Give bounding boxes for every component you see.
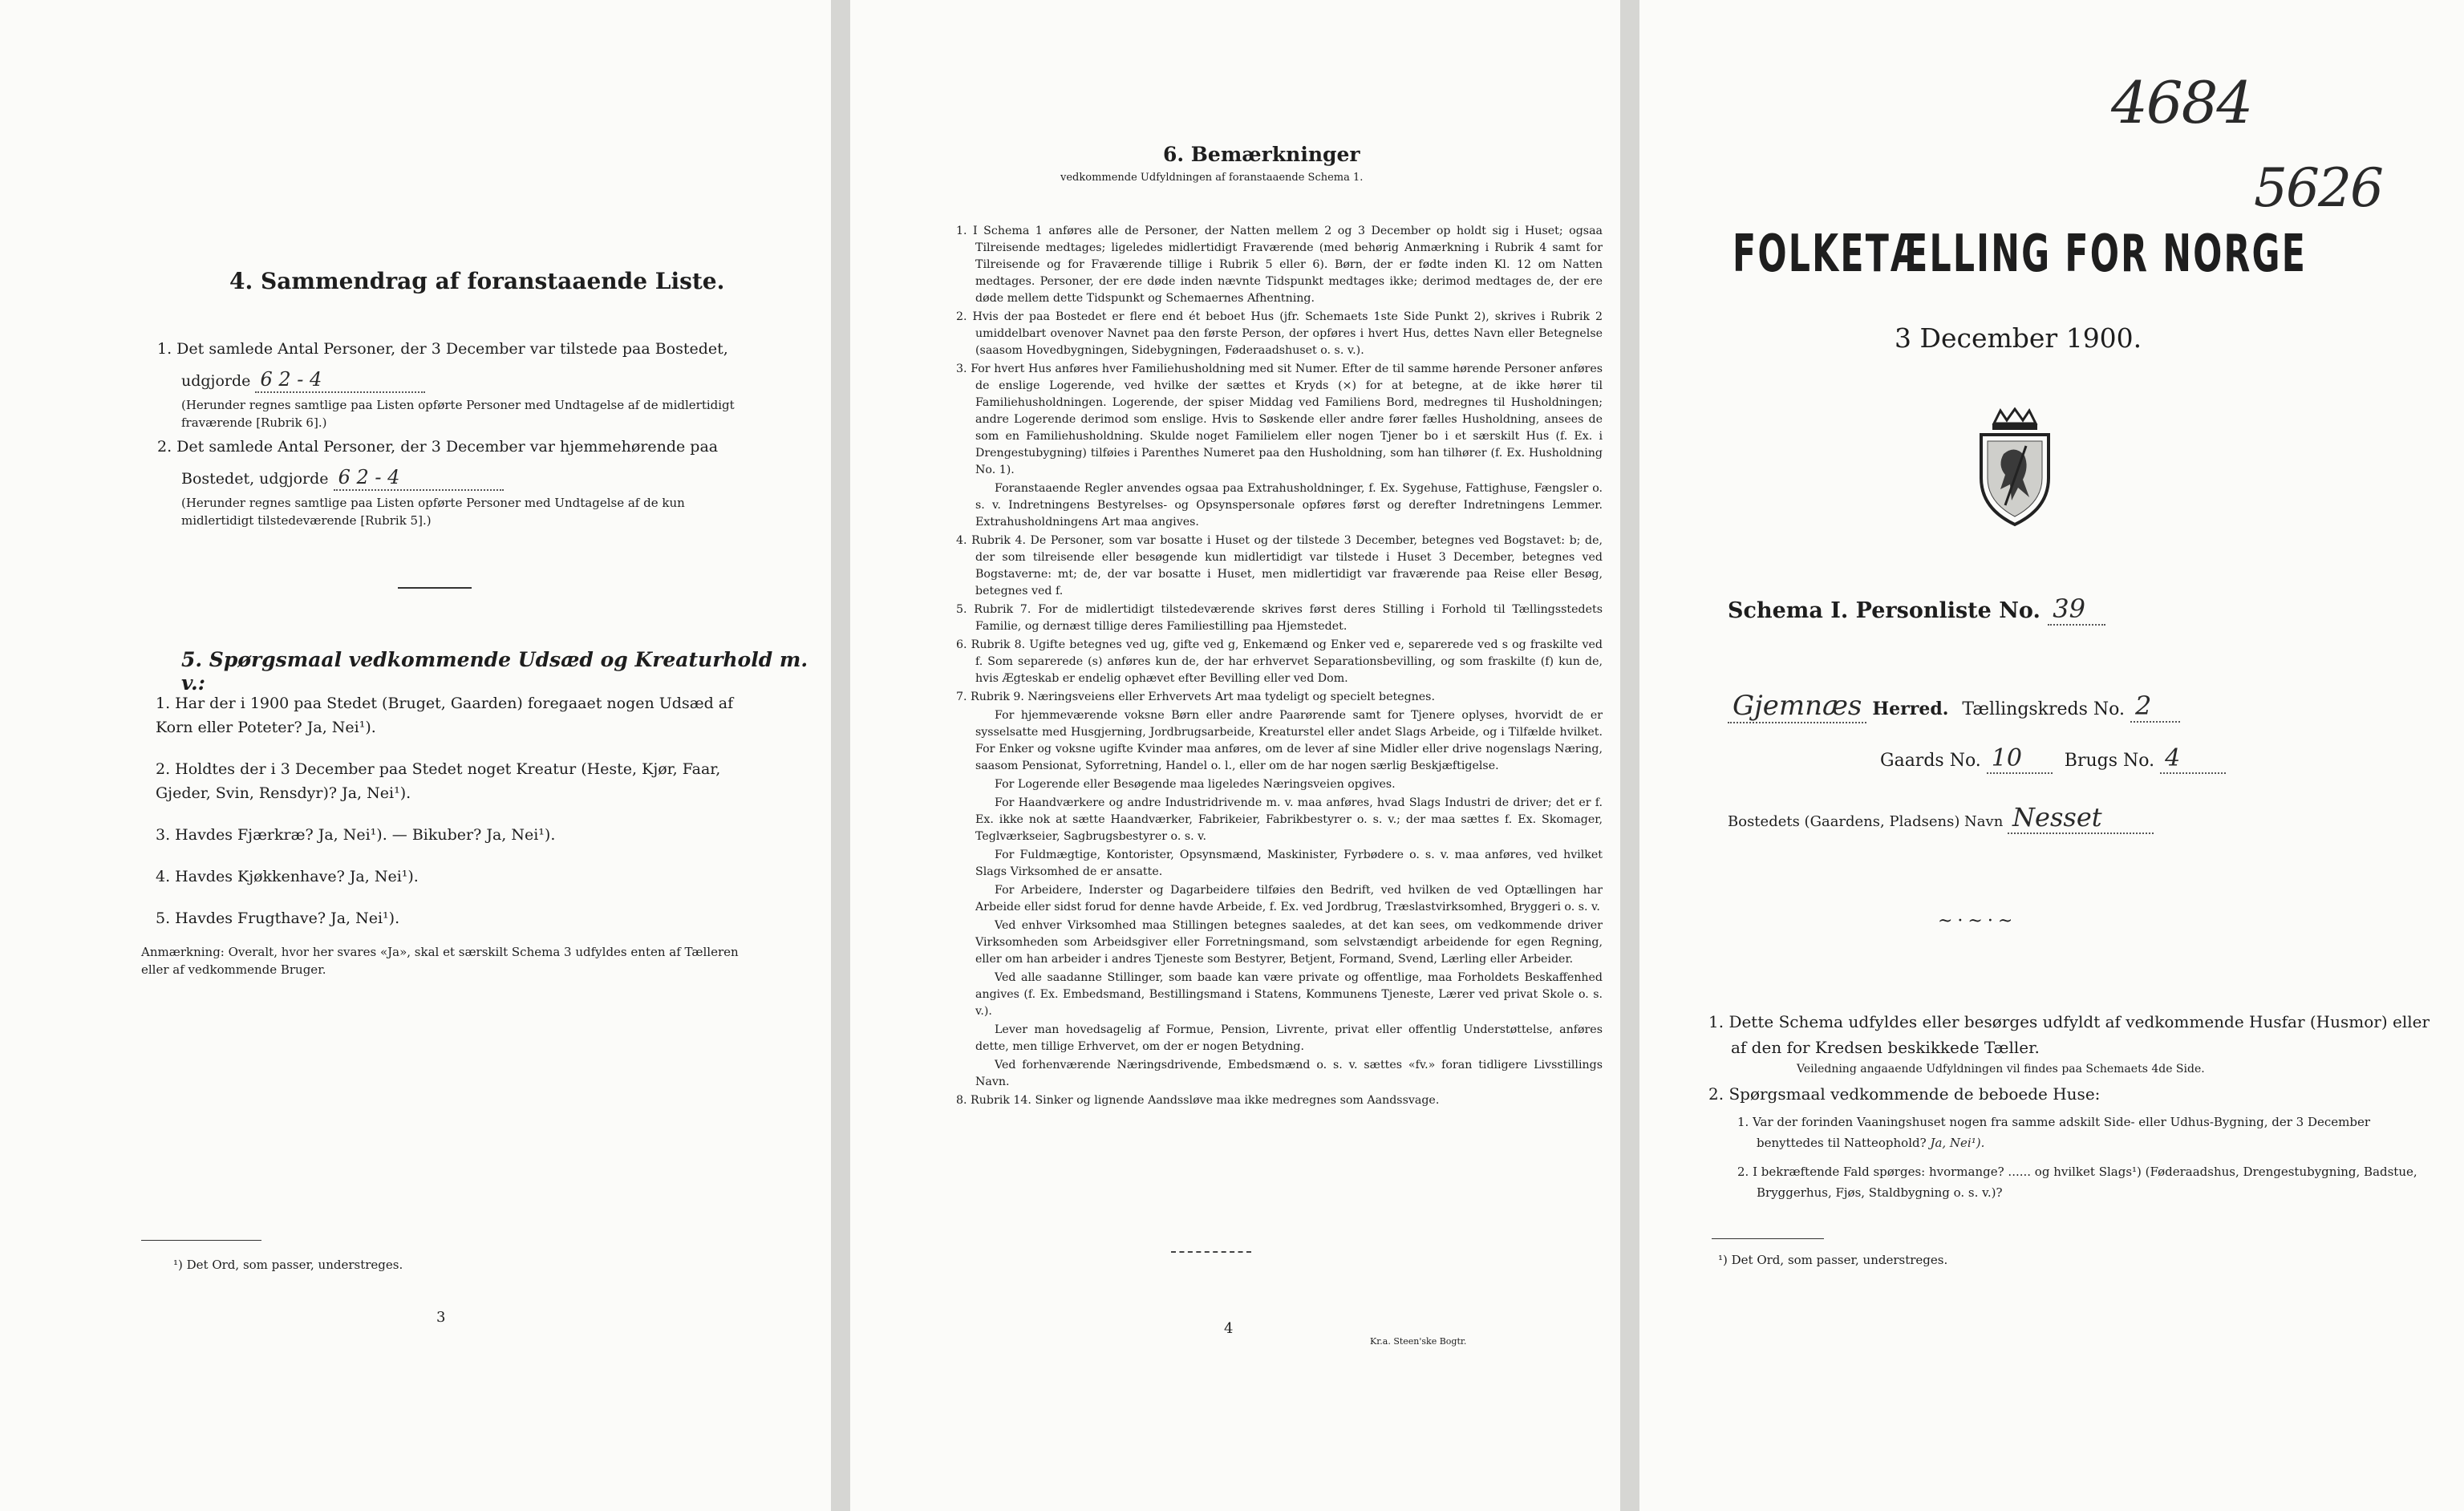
summary-item-2	[157, 435, 767, 529]
question-1-answer[interactable]: Ja, Nei¹).	[306, 719, 376, 736]
remark-paragraph: 4. Rubrik 4. De Personer, som var bosatte i Huset og der tilstede 3 December, betegnes ved Bogstavet: b; de, der som tilreisende eller besøgende kun midlertidigt var tilstede i Huset 3 December, betegnes ved Bogstaverne: mt; de, der var bosatte i Huset, men midlertidigt var fraværende paa Reise eller Besøg, betegnes ved f.	[956, 534, 1603, 598]
herred-value[interactable]: Gjemnæs	[1728, 690, 1866, 723]
remark-paragraph: 5. Rubrik 7. For de midlertidigt tilstedeværende skrives først deres Stilling i Forhold til Tællingsstedets Familie, og dernæst tillige deres Familiestilling paa Hjemstedet.	[956, 603, 1603, 633]
footnote: ¹) Det Ord, som passer, understreges.	[173, 1258, 403, 1272]
footnote-rule	[1712, 1238, 1824, 1239]
summary-item-1-value[interactable]: 6 2 - 4	[255, 367, 425, 393]
bleed-through-text	[770, 120, 780, 153]
section-4-title: 4. Sammendrag af foranstaaende Liste.	[229, 268, 725, 294]
herred-line	[1728, 690, 2180, 723]
page-3	[0, 0, 831, 1511]
instruction-2-q1-answer[interactable]: Ja, Nei¹).	[1930, 1136, 1985, 1150]
summary-item-2-label: Bostedet, udgjorde	[181, 470, 329, 488]
summary-item-1-label: udgjorde	[181, 372, 251, 390]
bosted-label: Bostedets (Gaardens, Pladsens) Navn	[1728, 813, 2004, 830]
instruction-1: 1. Dette Schema udfyldes eller besørges udfyldt af vedkommende Husfar (Husmor) eller af den for Kredsen beskikkede Tæller.	[1708, 1012, 2430, 1057]
annotation-note: Anmærkning: Overalt, hvor her svares «Ja», skal et særskilt Schema 3 udfyldes enten af Tælleren eller af vedkommende Bruger.	[141, 945, 739, 977]
krets-label: Tællingskreds No.	[1962, 699, 2126, 719]
archive-number-2: 5626	[2254, 157, 2382, 219]
binding-gutter	[831, 0, 850, 1511]
schema-label: Schema I. Personliste No.	[1728, 598, 2040, 623]
cover-page	[1639, 0, 2464, 1511]
remark-paragraph: For Logerende eller Besøgende maa ligeledes Næringsveien opgives.	[995, 778, 1396, 791]
remarks-body	[943, 223, 1603, 1111]
remark-paragraph: 8. Rubrik 14. Sinker og lignende Aandssløve maa ikke medregnes som Aandssvage.	[956, 1094, 1440, 1107]
instruction-1-sub: Veiledning angaaende Udfyldningen vil findes paa Schemaets 4de Side.	[1797, 1063, 2205, 1076]
remarks-subtitle: vedkommende Udfyldningen af foranstaaende Schema 1.	[1060, 172, 1364, 184]
summary-item-2-note: (Herunder regnes samtlige paa Listen opførte Personer med Undtagelse af de kun midlertidigt tilstedeværende [Rubrik 5].)	[181, 496, 685, 528]
remark-paragraph: 7. Rubrik 9. Næringsveiens eller Erhvervets Art maa tydeligt og specielt betegnes.	[956, 691, 1435, 703]
remark-paragraph: Ved alle saadanne Stillinger, som baade kan være private og offentlige, maa Forholdets Beskaffenhed angives (f. Ex. Embedsmand, Bestillingsmand i Statens, Kommunens Tjeneste, Lærer ved privat Skole o. s. v.).	[975, 971, 1603, 1018]
main-title: FOLKETÆLLING FOR NORGE	[1732, 225, 2308, 284]
divider	[398, 587, 472, 589]
personliste-number[interactable]: 39	[2048, 593, 2105, 626]
section-5-title: 5. Spørgsmaal vedkommende Udsæd og Kreaturhold m. v.:	[181, 648, 808, 695]
archive-number-1: 4684	[2111, 69, 2252, 136]
instructions	[1708, 1009, 2430, 1203]
remark-paragraph: 3. For hvert Hus anføres hver Familiehusholdning med sit Numer. Efter de til samme hørende Personer anføres de enslige Logerende, ved hvilke der sættes et Kryds (×) for at betegne, at de ikke hører til Familiehusholdningen. Logerende, der spiser Middag ved Familiens Bord, medregnes til Husholdningen; andre Logerende derimod som enslige. Hvis to Søskende eller andre fører fælles Husholdning, ansees de som en Familiehusholdning. Skulde noget Familielem eller nogen Tjener bo i et særskilt Hus (f. Ex. i Drengestubygning) tilføies i Parenthes Numeret paa den Husholdning, som han tilhører (f. Ex. Husholdning No. 1).	[956, 363, 1603, 476]
remark-paragraph: Ved forhenværende Næringsdrivende, Embedsmænd o. s. v. sættes «fv.» foran tidligere Livsstillings Navn.	[975, 1059, 1603, 1088]
summary-item-2-text: 2. Det samlede Antal Personer, der 3 December var hjemmehørende paa	[157, 438, 719, 456]
herred-label: Herred.	[1872, 699, 1949, 719]
printer-mark: Kr.a. Steen'ske Bogtr.	[1370, 1336, 1467, 1347]
remark-paragraph: For Haandværkere og andre Industridrivende m. v. maa anføres, hvad Slags Industri de driver; det er f. Ex. ikke nok at sætte Haandværker, Fabrikeier, Fabrikbestyrer o. s. v.; der maa sættes f. Ex. Skomager, Teglværkseier, Sagbrugsbestyrer o. s. v.	[975, 796, 1603, 843]
question-3: 3. Havdes Fjærkræ? Ja, Nei¹). — Bikuber? Ja, Nei¹).	[156, 826, 556, 844]
footnote-rule	[141, 1240, 261, 1241]
remarks-title: 6. Bemærkninger	[1163, 143, 1360, 166]
census-date: 3 December 1900.	[1895, 322, 2142, 354]
bosted-value[interactable]: Nesset	[2008, 802, 2154, 834]
remark-paragraph: 2. Hvis der paa Bostedet er flere end ét beboet Hus (jfr. Schemaets 1ste Side Punkt 2), skrives i Rubrik 2 umiddelbart ovenover Navnet paa den første Person, der opføres i hvert Hus, dettes Navn eller Betegnelse (saasom Hovedbygningen, Sidebygningen, Føderaadshuset o. s. v.).	[956, 310, 1603, 357]
bosted-line	[1728, 802, 2154, 834]
question-2: 2. Holdtes der i 3 December paa Stedet noget Kreatur (Heste, Kjør, Faar, Gjeder, Svin, Rensdyr)? Ja, Nei¹).	[156, 760, 721, 802]
summary-item-1	[157, 337, 767, 431]
ornament-divider: ~·~·~	[1938, 911, 2018, 931]
question-1: 1. Har der i 1900 paa Stedet (Bruget, Gaarden) foregaaet nogen Udsæd af Korn eller Poteter? Ja, Nei¹).	[156, 695, 734, 736]
remark-paragraph: Ved enhver Virksomhed maa Stillingen betegnes saaledes, at det kan sees, om vedkommende driver Virksomheden som Arbeidsgiver eller Forretningsmand, som selvstændigt arbeidende for egen Regning, eller om han arbeider i andres Tjeneste som Bestyrer, Betjent, Formand, Svend, Lærling eller Arbeider.	[975, 919, 1603, 966]
question-4: 4. Havdes Kjøkkenhave? Ja, Nei¹).	[156, 868, 419, 885]
norwegian-coat-of-arms-icon	[1973, 407, 2057, 528]
binding-gutter	[1620, 0, 1639, 1511]
gaards-line	[1880, 744, 2226, 774]
summary-item-1-note: (Herunder regnes samtlige paa Listen opførte Personer med Undtagelse af de midlertidigt fraværende [Rubrik 6].)	[181, 398, 735, 430]
question-2-answer[interactable]: Ja, Nei¹).	[342, 784, 411, 802]
summary-item-2-value[interactable]: 6 2 - 4	[334, 465, 504, 491]
question-5: 5. Havdes Frugthave? Ja, Nei¹).	[156, 909, 400, 927]
question-3-answer[interactable]: Ja, Nei¹). — Bikuber? Ja, Nei¹).	[318, 826, 556, 844]
divider	[1171, 1251, 1251, 1253]
gaards-value[interactable]: 10	[1987, 744, 2053, 774]
schema-line	[1728, 593, 2105, 626]
krets-value[interactable]: 2	[2130, 691, 2180, 723]
instruction-2: 2. Spørgsmaal vedkommende de beboede Huse:	[1708, 1084, 2101, 1104]
instruction-2-q2: 2. I bekræftende Fald spørges: hvormange? ...... og hvilket Slags¹) (Føderaadshus, Drengestubygning, Badstue, Bryggerhus, Fjøs, Staldbygning o. s. v.)?	[1737, 1165, 2417, 1200]
remark-paragraph: 6. Rubrik 8. Ugifte betegnes ved ug, gifte ved g, Enkemænd og Enker ved e, separerede ved s og fraskilte ved f. Som separerede (s) anføres kun de, der har erhvervet Separationsbevilling, og som fraskilte (f) kun de, hvis Ægteskab er endelig ophævet efter Bevilling eller ved Dom.	[956, 638, 1603, 685]
question-list	[156, 691, 765, 930]
remark-paragraph: For Arbeidere, Inderster og Dagarbeidere tilføies den Bedrift, ved hvilken de ved Optællingen har Arbeide eller sidst forud for denne havde Arbeide, f. Ex. ved Jordbrug, Træslastvirksomhed, Bryggeri o. s. v.	[975, 884, 1603, 913]
remark-paragraph: 1. I Schema 1 anføres alle de Personer, der Natten mellem 2 og 3 December op holdt sig i Huset; ogsaa Tilreisende medtages; ligeledes midlertidigt Fraværende (med behørig Anmærkning i Rubrik 4 samt for Tilreisende og for Fraværende tillige i Rubrik 5 eller 6). Børn, der er fødte inden Kl. 12 om Natten medtages. Personer, der ere døde inden nævnte Tidspunkt medtages ikke; derimod medtages de, der ere døde mellem dette Tidspunkt og Schemaernes Afhentning.	[956, 225, 1603, 305]
page-number: 4	[1224, 1320, 1234, 1337]
instruction-2-q1: 1. Var der forinden Vaaningshuset nogen fra samme adskilt Side- eller Udhus-Bygning, der 3 December benyttedes til Natteophold? Ja, Nei¹).	[1737, 1115, 2371, 1150]
remark-paragraph: For hjemmeværende voksne Børn eller andre Paarørende samt for Tjenere oplyses, hvorvidt de er sysselsatte med Husgjerning, Jordbrugsarbeide, Kreaturstel eller andet Slags Arbeide, og i Tilfælde hvilket. For Enker og voksne ugifte Kvinder maa anføres, om de lever af sine Midler eller drive nogenslags Næring, saasom Pensionat, Syforretning, Handel o. l., eller om de har nogen særlig Beskjæftigelse.	[975, 709, 1603, 772]
remark-paragraph: Foranstaaende Regler anvendes ogsaa paa Extrahusholdninger, f. Ex. Sygehuse, Fattighuse, Fængsler o. s. v. Indretningens Bestyrelses- og Opsynspersonale opføres først og derefter Indretningens Lemmer. Extrahusholdningens Art maa angives.	[975, 482, 1603, 529]
remark-paragraph: Lever man hovedsagelig af Formue, Pension, Livrente, privat eller offentlig Understøttelse, anføres dette, men tillige Erhvervet, om der er nogen Betydning.	[975, 1023, 1603, 1053]
brugs-label: Brugs No.	[2064, 751, 2155, 771]
remark-paragraph: For Fuldmægtige, Kontorister, Opsynsmænd, Maskinister, Fyrbødere o. s. v. maa anføres, ved hvilket Slags Virksomhed de er ansatte.	[975, 849, 1603, 878]
page-4	[850, 0, 1620, 1511]
question-4-answer[interactable]: Ja, Nei¹).	[349, 868, 419, 885]
gaards-label: Gaards No.	[1880, 751, 1981, 771]
summary-item-1-text: 1. Det samlede Antal Personer, der 3 December var tilstede paa Bostedet,	[157, 340, 728, 358]
question-5-answer[interactable]: Ja, Nei¹).	[330, 909, 400, 927]
footnote: ¹) Det Ord, som passer, understreges.	[1718, 1253, 1948, 1267]
page-number: 3	[436, 1309, 446, 1326]
brugs-value[interactable]: 4	[2160, 744, 2226, 774]
